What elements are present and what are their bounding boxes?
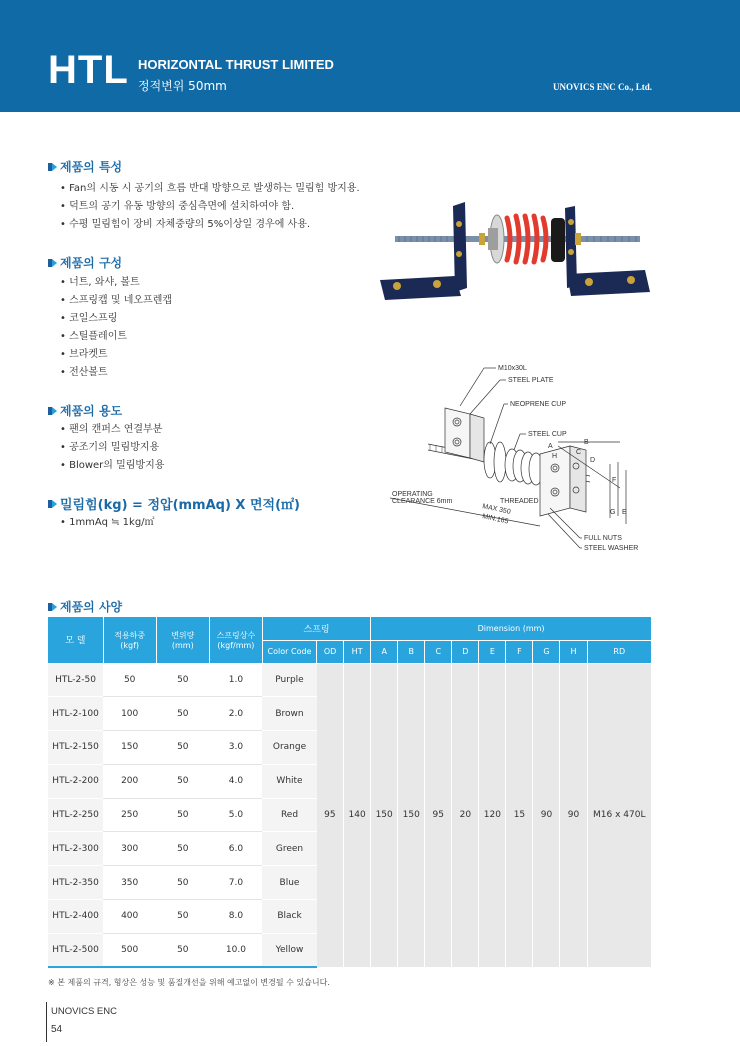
footer-company: UNOVICS ENC [51, 1006, 117, 1017]
product-subtitle: 정적변위 50mm [138, 79, 227, 93]
section-title-spec: 제품의 사양 [48, 598, 122, 615]
cell-b: 150 [398, 663, 425, 967]
list-item: • 스프링캡 및 네오프렌캡 [60, 292, 172, 310]
th-d: D [452, 640, 479, 663]
label-max: MAX 350 [481, 503, 512, 516]
cell-spring-rate: 6.0 [209, 832, 262, 866]
cell-displacement: 50 [156, 900, 209, 934]
th-spring-rate: 스프링상수 (kgf/mm) [209, 617, 262, 663]
technical-drawing [390, 358, 660, 558]
cell-h: 90 [560, 663, 587, 967]
cell-load: 500 [103, 933, 156, 967]
cell-displacement: 50 [156, 697, 209, 731]
composition-list [60, 274, 172, 382]
cell-color: Green [262, 832, 316, 866]
label-steel-washer: STEEL WASHER [584, 545, 639, 552]
cell-od: 95 [317, 663, 344, 967]
th-f: F [506, 640, 533, 663]
features-list [60, 180, 360, 234]
label-a: A [548, 443, 553, 450]
th-spring: 스프링 [262, 617, 370, 640]
page-number: 54 [51, 1024, 63, 1035]
cell-displacement: 50 [156, 731, 209, 765]
cell-load: 350 [103, 866, 156, 900]
cell-spring-rate: 7.0 [209, 866, 262, 900]
cell-model: HTL-2-50 [48, 663, 103, 697]
th-dimension: Dimension (mm) [371, 617, 652, 640]
section-marker-icon [48, 499, 57, 509]
section-title-composition: 제품의 구성 [48, 254, 122, 271]
label-steel-cup: STEEL CUP [528, 431, 567, 438]
label-b: B [584, 439, 589, 446]
list-item: • 수평 밀림힘이 장비 자체중량의 5%이상일 경우에 사용. [60, 216, 360, 234]
formula-list [60, 514, 155, 532]
th-c: C [425, 640, 452, 663]
cell-spring-rate: 5.0 [209, 798, 262, 832]
label-operating: OPERATING [392, 491, 433, 498]
cell-color: Purple [262, 663, 316, 697]
cell-f: 15 [506, 663, 533, 967]
section-marker-icon [48, 258, 57, 268]
product-title: HORIZONTAL THRUST LIMITED [138, 57, 334, 72]
label-m10: M10x30L [498, 365, 527, 372]
cell-spring-rate: 8.0 [209, 900, 262, 934]
cell-load: 300 [103, 832, 156, 866]
label-e: E [622, 509, 627, 516]
th-rd: RD [587, 640, 651, 663]
cell-load: 200 [103, 764, 156, 798]
label-c: C [576, 449, 582, 456]
section-title-features: 제품의 특성 [48, 158, 122, 175]
cell-load: 400 [103, 900, 156, 934]
th-b: B [398, 640, 425, 663]
th-load: 적용하중 (kgf) [103, 617, 156, 663]
cell-d: 20 [452, 663, 479, 967]
usage-list [60, 421, 164, 475]
label-clearance: CLEARANCE 6mm [392, 498, 453, 505]
cell-color: Black [262, 900, 316, 934]
list-item: • 전산볼트 [60, 364, 172, 382]
th-g: G [533, 640, 560, 663]
cell-color: Blue [262, 866, 316, 900]
cell-model: HTL-2-100 [48, 697, 103, 731]
cell-a: 150 [371, 663, 398, 967]
label-neoprene-cup: NEOPRENE CUP [510, 401, 567, 408]
list-item: • 덕트의 공기 유동 방향의 중심측면에 설치하여야 함. [60, 198, 360, 216]
cell-displacement: 50 [156, 798, 209, 832]
cell-displacement: 50 [156, 832, 209, 866]
list-item: • Blower의 밀림방지용 [60, 457, 164, 475]
product-photo [375, 192, 655, 310]
cell-model: HTL-2-150 [48, 731, 103, 765]
footer-divider [46, 1002, 47, 1042]
cell-load: 50 [103, 663, 156, 697]
cell-g: 90 [533, 663, 560, 967]
cell-load: 250 [103, 798, 156, 832]
th-displacement: 변위량 (mm) [156, 617, 209, 663]
cell-load: 100 [103, 697, 156, 731]
cell-e: 120 [479, 663, 506, 967]
label-g: G [610, 509, 616, 516]
cell-displacement: 50 [156, 764, 209, 798]
cell-spring-rate: 2.0 [209, 697, 262, 731]
section-marker-icon [48, 602, 57, 612]
th-ht: HT [344, 640, 371, 663]
cell-load: 150 [103, 731, 156, 765]
th-model: 모 델 [48, 617, 103, 663]
list-item: • Fan의 시동 시 공기의 흐름 반대 방향으로 발생하는 밀림힘 방지용. [60, 180, 360, 198]
cell-c: 95 [425, 663, 452, 967]
cell-color: Orange [262, 731, 316, 765]
cell-spring-rate: 10.0 [209, 933, 262, 967]
label-min: MIN.165 [481, 513, 509, 526]
list-item: • 1mmAq ≒ 1kg/㎡ [60, 514, 155, 532]
section-marker-icon [48, 406, 57, 416]
cell-model: HTL-2-400 [48, 900, 103, 934]
disclaimer-note: ※ 본 제품의 규격, 형상은 성능 및 품질개선을 위해 예고없이 변경될 수 있습니다. [48, 978, 330, 987]
label-steel-plate: STEEL PLATE [508, 377, 554, 384]
cell-spring-rate: 1.0 [209, 663, 262, 697]
list-item: • 공조기의 밀림방지용 [60, 439, 164, 457]
list-item: • 브라켓트 [60, 346, 172, 364]
product-code: HTL [48, 48, 129, 92]
section-marker-icon [48, 162, 57, 172]
label-d: D [590, 457, 596, 464]
cell-model: HTL-2-200 [48, 764, 103, 798]
section-title-usage: 제품의 용도 [48, 402, 122, 419]
table-row [48, 663, 652, 697]
list-item: • 코일스프링 [60, 310, 172, 328]
cell-model: HTL-2-300 [48, 832, 103, 866]
cell-model: HTL-2-250 [48, 798, 103, 832]
company-name: UNOVICS ENC Co., Ltd. [552, 82, 652, 92]
label-f: F [612, 477, 617, 484]
cell-model: HTL-2-350 [48, 866, 103, 900]
th-h: H [560, 640, 587, 663]
list-item: • 팬의 캔퍼스 연결부분 [60, 421, 164, 439]
cell-color: Brown [262, 697, 316, 731]
cell-color: Yellow [262, 933, 316, 967]
th-e: E [479, 640, 506, 663]
th-a: A [371, 640, 398, 663]
cell-color: White [262, 764, 316, 798]
th-color-code: Color Code [262, 640, 316, 663]
header-banner [0, 0, 740, 112]
label-threaded: THREADED [500, 498, 539, 505]
cell-displacement: 50 [156, 933, 209, 967]
cell-displacement: 50 [156, 663, 209, 697]
cell-model: HTL-2-500 [48, 933, 103, 967]
table-header-row [48, 617, 652, 640]
list-item: • 스틸플레이트 [60, 328, 172, 346]
th-od: OD [317, 640, 344, 663]
label-h: H [552, 453, 558, 460]
spec-table [48, 617, 652, 968]
cell-color: Red [262, 798, 316, 832]
cell-rd: M16 x 470L [587, 663, 651, 967]
section-title-formula: 밀림힘(kg) = 정압(mmAq) X 면적(㎡) [48, 494, 300, 513]
cell-displacement: 50 [156, 866, 209, 900]
cell-spring-rate: 3.0 [209, 731, 262, 765]
list-item: • 너트, 와샤, 볼트 [60, 274, 172, 292]
cell-spring-rate: 4.0 [209, 764, 262, 798]
label-full-nuts: FULL NUTS [584, 535, 622, 542]
cell-ht: 140 [344, 663, 371, 967]
